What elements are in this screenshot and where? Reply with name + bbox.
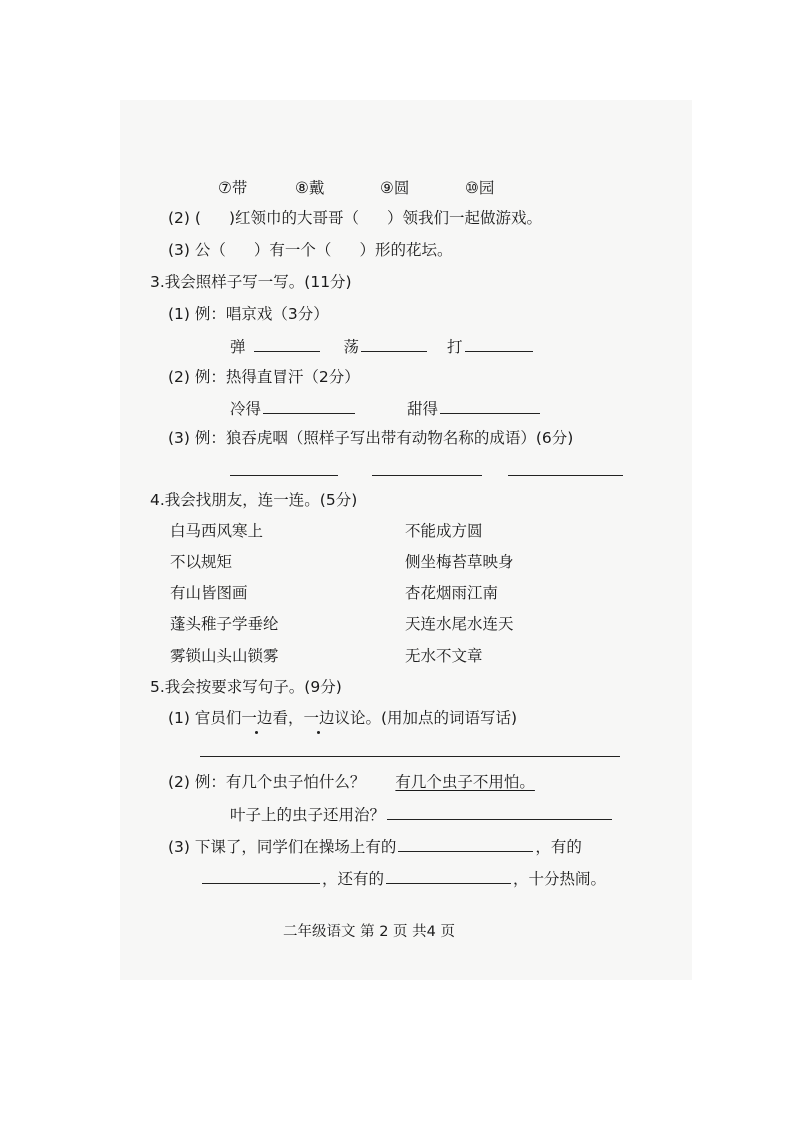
q5-p1-mid: 看， (272, 709, 304, 727)
q3-p2-word-1: 冷得 (230, 400, 262, 418)
q3-p1-answers (230, 336, 535, 357)
q5-p1-dotted-1: 一边 (241, 709, 273, 727)
q5-p2-blank[interactable] (387, 804, 612, 820)
q3-p1-blank-3[interactable] (465, 336, 533, 352)
q4-right-3[interactable]: 杏花烟雨江南 (405, 584, 499, 602)
q3-p3-blank-3[interactable] (508, 475, 623, 476)
q3-p1-label: (1) 例：唱京戏（3分） (168, 305, 329, 323)
q5-p3-blank-3[interactable] (386, 868, 511, 884)
q4-left-1[interactable]: 白马西风寒上 (170, 522, 264, 540)
q5-p1-pre: 官员们 (194, 709, 242, 727)
q3-p1-word-2: 荡 (343, 338, 360, 356)
q2-s2-b: )红领巾的大哥哥（ (228, 209, 360, 227)
q4-left-2[interactable]: 不以规矩 (170, 553, 233, 571)
q4-right-2[interactable]: 侧坐梅苔草映身 (405, 553, 514, 571)
q3-p1-word-1: 弹 (230, 338, 246, 356)
q5-title: 5.我会按要求写句子。(9分) (150, 678, 342, 696)
q3-p2-label: (2) 例：热得直冒汗（2分） (168, 368, 360, 386)
option-8: ⑧戴 (295, 179, 325, 197)
q5-p1-num: (1) (168, 709, 190, 727)
page-footer: 二年级语文 第 2 页 共4 页 (283, 924, 455, 940)
q3-p3-label: (3) 例：狼吞虎咽（照样子写出带有动物名称的成语）(6分) (168, 429, 574, 447)
q5-p3-b: ，有的 (535, 838, 582, 856)
q3-p3-blank-2[interactable] (372, 475, 482, 476)
q4-left-5[interactable]: 雾锁山头山锁雾 (170, 647, 279, 665)
q3-p3-blank-1[interactable] (230, 475, 338, 476)
q4-right-1[interactable]: 不能成方圆 (405, 522, 483, 540)
q4-title: 4.我会找朋友，连一连。(5分) (150, 491, 358, 509)
q3-p1-blank-2[interactable] (361, 336, 427, 352)
option-10: ⑩园 (465, 179, 495, 197)
q5-p1-text (168, 708, 517, 728)
q5-p3-blank-2[interactable] (202, 868, 320, 884)
q5-p3-line-2 (200, 868, 606, 889)
q2-sentence-2 (168, 208, 542, 228)
q3-p2-blank-1[interactable] (263, 398, 355, 414)
q2-num-2: (2) (168, 209, 190, 227)
q5-p2-label: (2) 例：有几个虫子怕什么？ (168, 773, 366, 791)
q5-p1-post: 议论。(用加点的词语写话) (334, 709, 518, 727)
q5-p2-question (230, 804, 614, 825)
q5-p2-example (168, 772, 535, 792)
q5-p1-answer-line[interactable] (200, 756, 620, 757)
q5-p3-line-1 (168, 836, 582, 857)
q4-left-3[interactable]: 有山皆图画 (170, 584, 248, 602)
q5-p1-dotted-2: 一边 (303, 709, 335, 727)
q2-s3-a: 公（ (194, 241, 226, 259)
q3-p2-answers (230, 398, 542, 419)
q3-p1-blank-1[interactable] (254, 336, 320, 352)
q5-p2-answer: 有几个虫子不用怕。 (395, 773, 535, 791)
q5-p3-d: ，十分热闹。 (513, 870, 607, 888)
q2-s3-b: ）有一个（ (253, 241, 332, 259)
q5-p3-a: (3) 下课了，同学们在操场上有的 (168, 838, 397, 856)
q4-left-4[interactable]: 蓬头稚子学垂纶 (170, 615, 279, 633)
q3-p1-word-3: 打 (447, 338, 463, 356)
q5-p3-c: ，还有的 (322, 870, 385, 888)
q3-title: 3.我会照样子写一写。(11分) (150, 273, 352, 291)
q3-p2-blank-2[interactable] (440, 398, 540, 414)
q2-s2-a: ( (194, 209, 201, 227)
q2-s2-c: ）领我们一起做游戏。 (387, 209, 543, 227)
option-9: ⑨圆 (380, 179, 410, 197)
q5-p2-q: 叶子上的虫子还用治？ (230, 806, 386, 824)
q2-sentence-3 (168, 240, 452, 260)
q5-p3-blank-1[interactable] (398, 836, 533, 852)
q4-right-5[interactable]: 无水不文章 (405, 647, 483, 665)
q4-right-4[interactable]: 天连水尾水连天 (405, 615, 514, 633)
q3-p2-word-2: 甜得 (407, 400, 439, 418)
option-7: ⑦带 (218, 179, 248, 197)
q2-num-3: (3) (168, 241, 190, 259)
q2-s3-c: ）形的花坛。 (359, 241, 453, 259)
